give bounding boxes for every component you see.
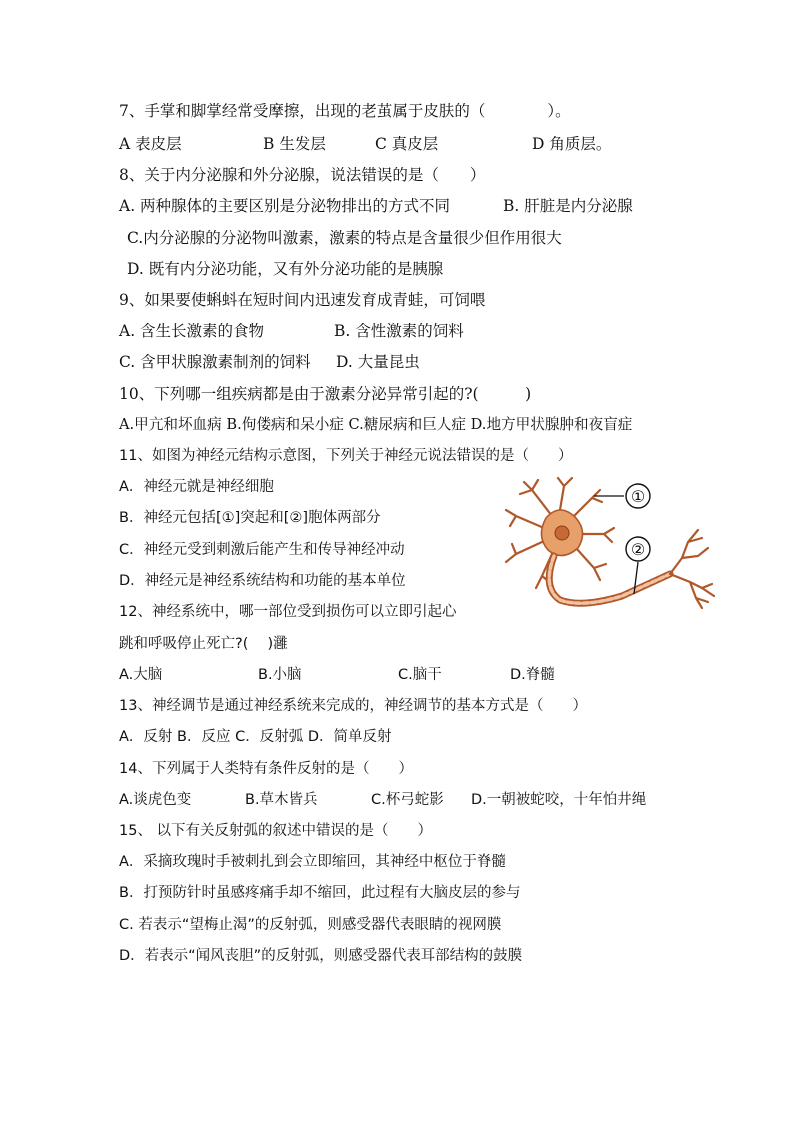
q15-option-b: B．打预防针时虽感疼痛手却不缩回，此过程有大脑皮层的参与 (119, 885, 521, 901)
label-2: ② (630, 540, 646, 559)
q10-options: A.甲亢和坏血病 B.佝偻病和呆小症 C.糖尿病和巨人症 D.地方甲状腺肿和夜盲症 (119, 416, 633, 433)
q14-stem: 14、下列属于人类特有条件反射的是（ ） (119, 761, 413, 777)
q15-option-a: A．采摘玫瑰时手被刺扎到会立即缩回，其神经中枢位于脊髓 (119, 854, 506, 870)
q12-option-b: B.小脑 (258, 667, 302, 683)
q14-option-b: B.草木皆兵 (245, 792, 318, 808)
nucleus (555, 526, 569, 540)
q15-option-c: C. 若表示“望梅止渴”的反射弧，则感受器代表眼睛的视网膜 (119, 917, 502, 933)
q13-options: A．反射 B．反应 C．反射弧 D．简单反射 (119, 729, 392, 745)
q9-option-c: C. 含甲状腺激素制剂的饲料 (119, 353, 311, 371)
neuron-diagram (502, 476, 716, 618)
q8-stem: 8、关于内分泌腺和外分泌腺，说法错误的是（ ） (119, 166, 486, 184)
q14-option-a: A.谈虎色变 (119, 792, 192, 808)
axon-terminals (670, 530, 714, 608)
q8-option-b: B. 肝脏是内分泌腺 (503, 197, 633, 215)
q9-option-b: B. 含性激素的饲料 (334, 322, 464, 340)
q7-option-d: D 角质层。 (532, 135, 612, 153)
q12-option-c: C.脑干 (398, 667, 442, 683)
label-1: ① (630, 487, 646, 506)
q12-option-a: A.大脑 (119, 667, 163, 683)
q14-option-d: D.一朝被蛇咬，十年怕井绳 (471, 792, 647, 808)
q7-stem: 7、手掌和脚掌经常受摩擦，出现的老茧属于皮肤的（ ）。 (119, 102, 571, 120)
q12-option-d: D.脊髓 (510, 667, 555, 683)
q8-option-a: A. 两种腺体的主要区别是分泌物排出的方式不同 (119, 197, 451, 215)
q10-stem: 10、下列哪一组疾病都是由于激素分泌异常引起的?( ) (119, 385, 532, 403)
q15-stem: 15、 以下有关反射弧的叙述中错误的是（ ） (119, 823, 433, 839)
q7-option-a: A 表皮层 (119, 135, 182, 153)
q11-option-c: C．神经元受到刺激后能产生和传导神经冲动 (119, 542, 405, 558)
q9-option-a: A. 含生长激素的食物 (119, 322, 265, 340)
q11-stem: 11、如图为神经元结构示意图，下列关于神经元说法错误的是（ ） (119, 448, 573, 464)
q14-option-c: C.杯弓蛇影 (371, 792, 444, 808)
q9-option-d: D. 大量昆虫 (336, 353, 420, 371)
q13-stem: 13、神经调节是通过神经系统来完成的，神经调节的基本方式是（ ） (119, 698, 587, 714)
q11-option-b: B．神经元包括[①]突起和[②]胞体两部分 (119, 510, 381, 526)
q15-option-d: D．若表示“闻风丧胆”的反射弧，则感受器代表耳部结构的鼓膜 (119, 948, 523, 964)
q11-option-d: D．神经元是神经系统结构和功能的基本单位 (119, 573, 406, 589)
q7-option-b: B 生发层 (263, 135, 326, 153)
q7-option-c: C 真皮层 (375, 135, 439, 153)
q9-stem: 9、如果要使蝌蚪在短时间内迅速发育成青蛙，可饲喂 (119, 291, 486, 309)
axon (549, 556, 670, 603)
q8-option-d: D. 既有内分泌功能，又有外分泌功能的是胰腺 (127, 260, 444, 278)
q11-option-a: A．神经元就是神经细胞 (119, 479, 274, 495)
q8-option-c: C.内分泌腺的分泌物叫激素，激素的特点是含量很少但作用很大 (127, 229, 562, 247)
q12-stem-line2: 跳和呼吸停止死亡?( )灉 (119, 636, 288, 652)
q12-stem-line1: 12、神经系统中，哪一部位受到损伤可以立即引起心 (119, 604, 457, 620)
